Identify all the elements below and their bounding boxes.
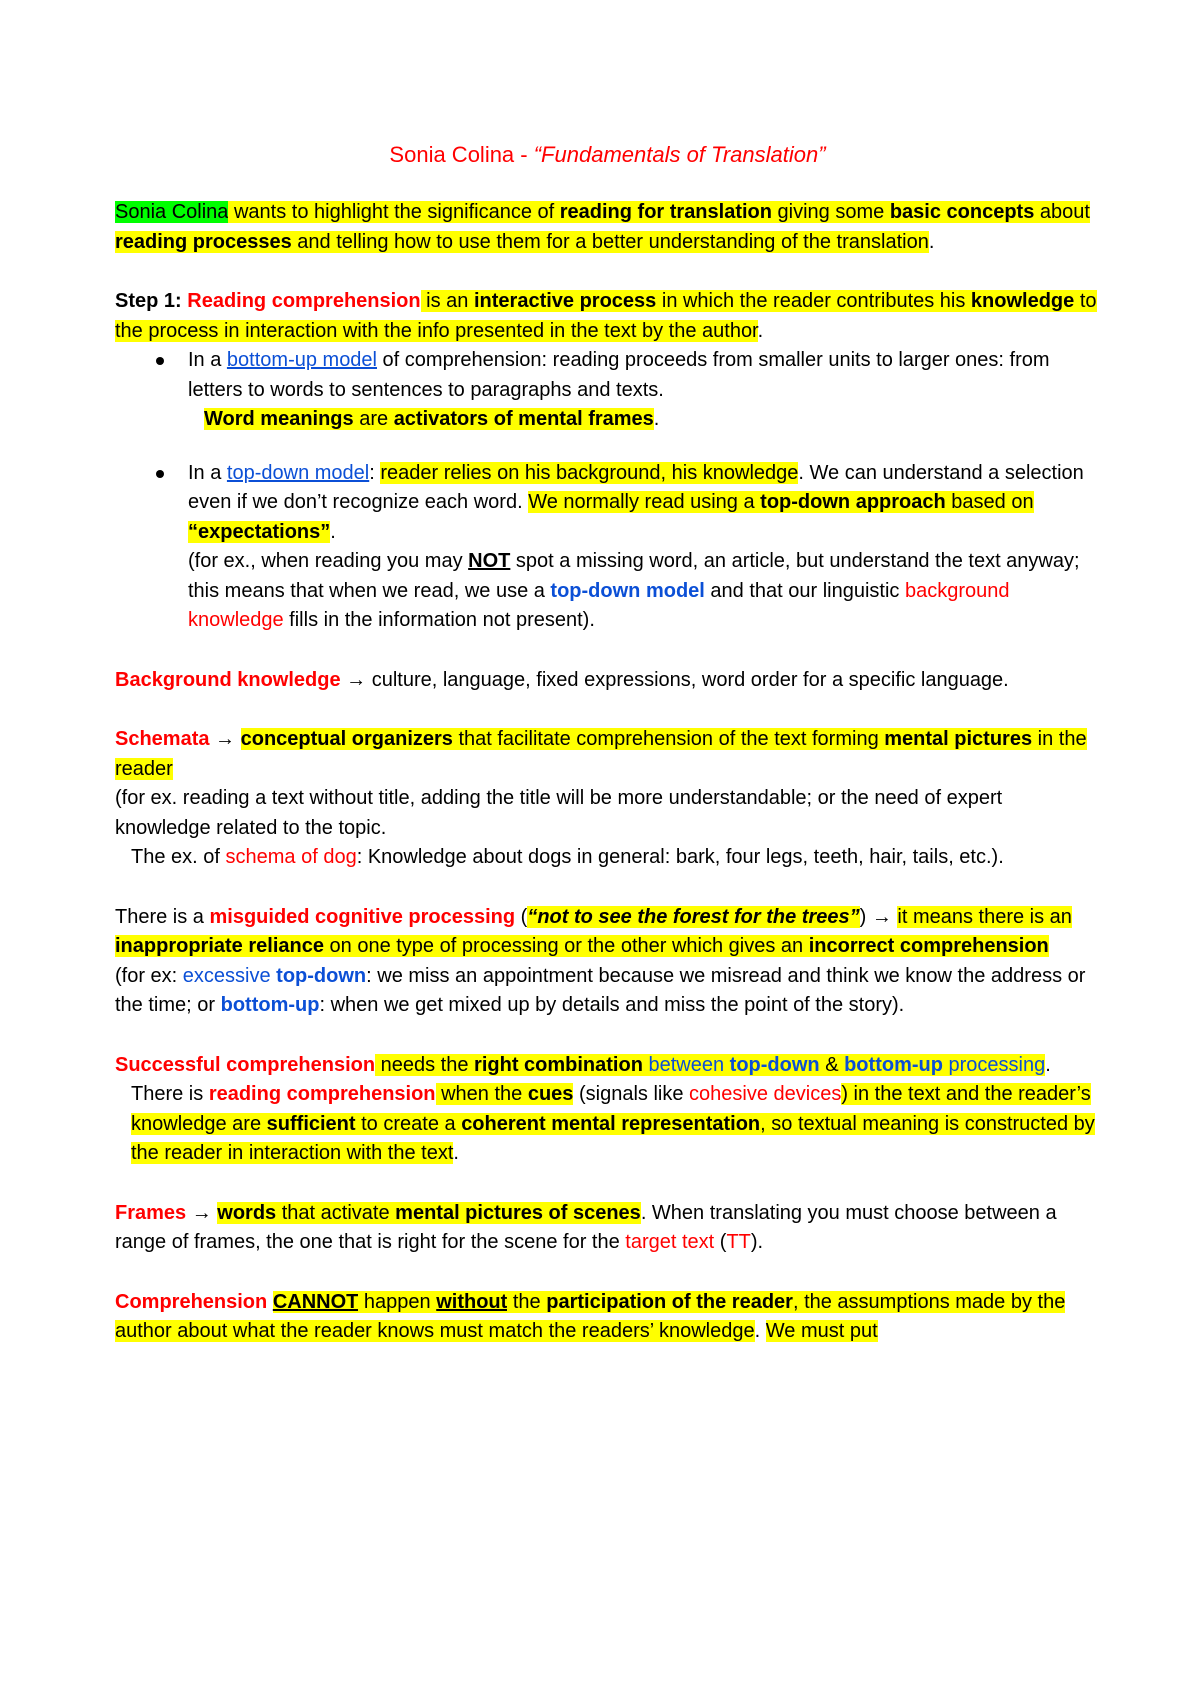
list-item: In a top-down model: reader relies on his background, his knowledge. We can understand a selection even if we don’t recognize each word. We normally read using a top-down approach based on “expectations”. (for ex., when reading you may NOT spot a missing word, an article, but understand the text anyway; this means that when we read, we use a top-down model and that our linguistic background knowledge fills in the information not present). [115, 459, 1100, 636]
list-item: In a bottom-up model of comprehension: reading proceeds from smaller units to larger ones: from letters to words to sentences to paragraphs and texts. Word meanings are activators of mental frames. [115, 346, 1100, 435]
title-work: “Fundamentals of Translation” [533, 142, 826, 167]
step1-paragraph: Step 1: Reading comprehension is an interactive process in which the reader contributes his knowledge to the process in interaction with the info presented in the text by the author. [115, 290, 1097, 342]
page-title [115, 140, 1100, 170]
background-paragraph: Background knowledge → culture, language, fixed expressions, word order for a specific language. [115, 668, 1009, 691]
comprehension-paragraph: Comprehension CANNOT happen without the participation of the reader, the assumptions made by the author about what the reader knows must match the readers’ knowledge. We must put [115, 1290, 1066, 1342]
frames-paragraph: Frames → words that activate mental pictures of scenes. When translating you must choose between a range of frames, the one that is right for the scene for the target text (TT). [115, 1201, 1057, 1253]
successful-paragraph: Successful comprehension needs the right combination between top-down & bottom-up processing. [115, 1053, 1051, 1076]
intro-paragraph: Sonia Colina wants to highlight the significance of reading for translation giving some basic concepts about reading processes and telling how to use them for a better understanding of the translation. [115, 201, 1090, 253]
document-page: Sonia Colina - “Fundamentals of Translation” Sonia Colina wants to highlight the significance of reading for translation giving some basic concepts about reading processes and telling how to use them for a better understanding of the translation. Step 1: Reading comprehension is an interactive process in which the reader contributes his knowledge to the process in interaction with the info presented in the text by the author. In a bottom-up model of comprehension: reading proceeds from smaller units to larger ones: from letters to words to sentences to paragraphs and texts. Word meanings are activators of mental frames. In a top-down model: reader relies on his background, his knowledge. We can understand a selection even if we don’t recognize each word. We normally read using a top-down approach based on “expectations”. (for ex., when reading you may NOT spot a missing word, an article, but understand the text anyway; this means that when we read, we use a top-down model and that our linguistic background knowledge fills in the information not present). Background knowledge → culture, language, fixed expressions, word order for a specific language. Schemata → conceptual organizers that facilitate comprehension of the text forming mental pictures in the reader (for ex. reading a text without title, adding the title will be more understandable; or the need of expert knowledge related to the topic. The ex. of schema of dog: Knowledge about dogs in general: bark, four legs, teeth, hair, tails, etc.). There is a misguided cognitive processing (“not to see the forest for the trees”) → it means there is an inappropriate reliance on one type of processing or the other which gives an incorrect comprehension (for ex: excessive top-down: we miss an appointment because we misread and think we know the address or the time; or bottom-up: when we get mixed up by details and miss the point of the story). Successful comprehension needs the right combination between top-down & bottom-up processing. There is reading comprehension when the cues (signals like cohesive devices) in the text and the reader’s knowledge are sufficient to create a coherent mental representation, so textual meaning is constructed by the reader in interaction with the text. Frames → words that activate mental pictures of scenes. When translating you must choose between a range of frames, the one that is right for the scene for the target text (TT). Comprehension CANNOT happen without the participation of the reader, the assumptions made by the author about what the reader knows must match the readers’ knowledge. We must put [115, 140, 1100, 1347]
schemata-paragraph: Schemata → conceptual organizers that facilitate comprehension of the text forming mental pictures in the reader [115, 728, 1087, 780]
bullet-dot [156, 357, 164, 365]
bullet-dot [156, 470, 164, 478]
misguided-paragraph: There is a misguided cognitive processing (“not to see the forest for the trees”) → it means there is an inappropriate reliance on one type of processing or the other which gives an incorrect comprehension [115, 905, 1072, 957]
model-list [115, 346, 1100, 435]
title-author: Sonia Colina - [389, 142, 534, 167]
top-down-link[interactable]: top-down model [226, 461, 370, 484]
author-highlight: Sonia Colina [115, 201, 229, 223]
bottom-up-link[interactable]: bottom-up model [226, 349, 377, 371]
model-list-2 [115, 459, 1100, 636]
